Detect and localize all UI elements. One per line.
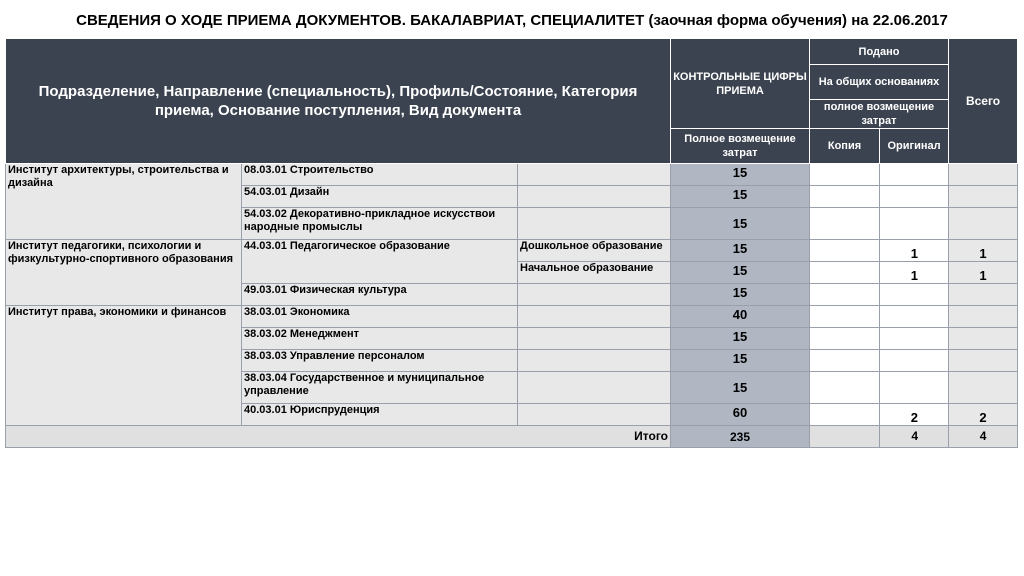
original-cell <box>880 306 949 328</box>
original-cell: 2 <box>880 404 949 426</box>
total-cell <box>949 164 1018 186</box>
original-cell <box>880 328 949 350</box>
totals-copy <box>810 426 880 448</box>
profile-cell <box>518 306 671 328</box>
copy-cell <box>810 164 880 186</box>
totals-label: Итого <box>6 426 671 448</box>
total-cell <box>949 306 1018 328</box>
profile-cell: Дошкольное образование <box>518 240 671 262</box>
header-control-sub: Полное возмещение затрат <box>671 129 810 164</box>
totals-row <box>6 426 1018 448</box>
direction-cell: 40.03.01 Юриспруденция <box>242 404 518 426</box>
header-main: Подразделение, Направление (специальность), Профиль/Состояние, Категория приема, Основание поступления, Вид документа <box>6 39 671 164</box>
admission-table <box>5 38 1018 448</box>
total-cell <box>949 186 1018 208</box>
control-figure-cell: 15 <box>671 350 810 372</box>
direction-cell: 38.03.03 Управление персоналом <box>242 350 518 372</box>
direction-cell: 49.03.01 Физическая культура <box>242 284 518 306</box>
table-row <box>6 240 1018 262</box>
header-control: КОНТРОЛЬНЫЕ ЦИФРЫ ПРИЕМА <box>671 39 810 129</box>
profile-cell <box>518 164 671 186</box>
control-figure-cell: 15 <box>671 372 810 404</box>
profile-cell <box>518 372 671 404</box>
report-title: СВЕДЕНИЯ О ХОДЕ ПРИЕМА ДОКУМЕНТОВ. БАКАЛАВРИАТ, СПЕЦИАЛИТЕТ (заочная форма обучения) на 22.06.2017 <box>76 12 948 29</box>
control-figure-cell: 40 <box>671 306 810 328</box>
total-cell: 1 <box>949 262 1018 284</box>
header-copy: Копия <box>810 129 880 164</box>
control-figure-cell: 15 <box>671 284 810 306</box>
institute-name: Институт педагогики, психологии и физкультурно-спортивного образования <box>6 240 242 306</box>
header-original: Оригинал <box>880 129 949 164</box>
institute-name: Институт права, экономики и финансов <box>6 306 242 426</box>
table-row <box>6 306 1018 328</box>
copy-cell <box>810 306 880 328</box>
copy-cell <box>810 240 880 262</box>
total-cell <box>949 208 1018 240</box>
total-cell: 1 <box>949 240 1018 262</box>
original-cell <box>880 284 949 306</box>
original-cell: 1 <box>880 240 949 262</box>
copy-cell <box>810 350 880 372</box>
copy-cell <box>810 186 880 208</box>
total-cell <box>949 350 1018 372</box>
total-cell <box>949 284 1018 306</box>
direction-cell: 54.03.02 Декоративно-прикладное искусствои народные промыслы <box>242 208 518 240</box>
copy-cell <box>810 372 880 404</box>
totals-total: 4 <box>949 426 1018 448</box>
control-figure-cell: 15 <box>671 262 810 284</box>
totals-control: 235 <box>671 426 810 448</box>
original-cell <box>880 350 949 372</box>
profile-cell: Начальное образование <box>518 262 671 284</box>
original-cell <box>880 164 949 186</box>
direction-cell: 38.03.04 Государственное и муниципальное управление <box>242 372 518 404</box>
profile-cell <box>518 284 671 306</box>
control-figure-cell: 15 <box>671 208 810 240</box>
original-cell <box>880 186 949 208</box>
profile-cell <box>518 404 671 426</box>
original-cell: 1 <box>880 262 949 284</box>
copy-cell <box>810 208 880 240</box>
control-figure-cell: 15 <box>671 328 810 350</box>
profile-cell <box>518 328 671 350</box>
total-cell <box>949 372 1018 404</box>
table-row <box>6 164 1018 186</box>
header-total: Всего <box>949 39 1018 164</box>
direction-cell: 54.03.01 Дизайн <box>242 186 518 208</box>
copy-cell <box>810 262 880 284</box>
direction-cell: 44.03.01 Педагогическое образование <box>242 240 518 284</box>
control-figure-cell: 15 <box>671 186 810 208</box>
profile-cell <box>518 350 671 372</box>
direction-cell: 08.03.01 Строительство <box>242 164 518 186</box>
original-cell <box>880 208 949 240</box>
totals-original: 4 <box>880 426 949 448</box>
header-general: На общих основаниях <box>810 65 949 100</box>
direction-cell: 38.03.01 Экономика <box>242 306 518 328</box>
copy-cell <box>810 404 880 426</box>
copy-cell <box>810 328 880 350</box>
direction-cell: 38.03.02 Менеджмент <box>242 328 518 350</box>
control-figure-cell: 15 <box>671 240 810 262</box>
header-podano: Подано <box>810 39 949 65</box>
profile-cell <box>518 186 671 208</box>
total-cell: 2 <box>949 404 1018 426</box>
header-full-compensation: полное возмещение затрат <box>810 100 949 129</box>
institute-name: Институт архитектуры, строительства и дизайна <box>6 164 242 240</box>
control-figure-cell: 15 <box>671 164 810 186</box>
copy-cell <box>810 284 880 306</box>
original-cell <box>880 372 949 404</box>
profile-cell <box>518 208 671 240</box>
control-figure-cell: 60 <box>671 404 810 426</box>
total-cell <box>949 328 1018 350</box>
